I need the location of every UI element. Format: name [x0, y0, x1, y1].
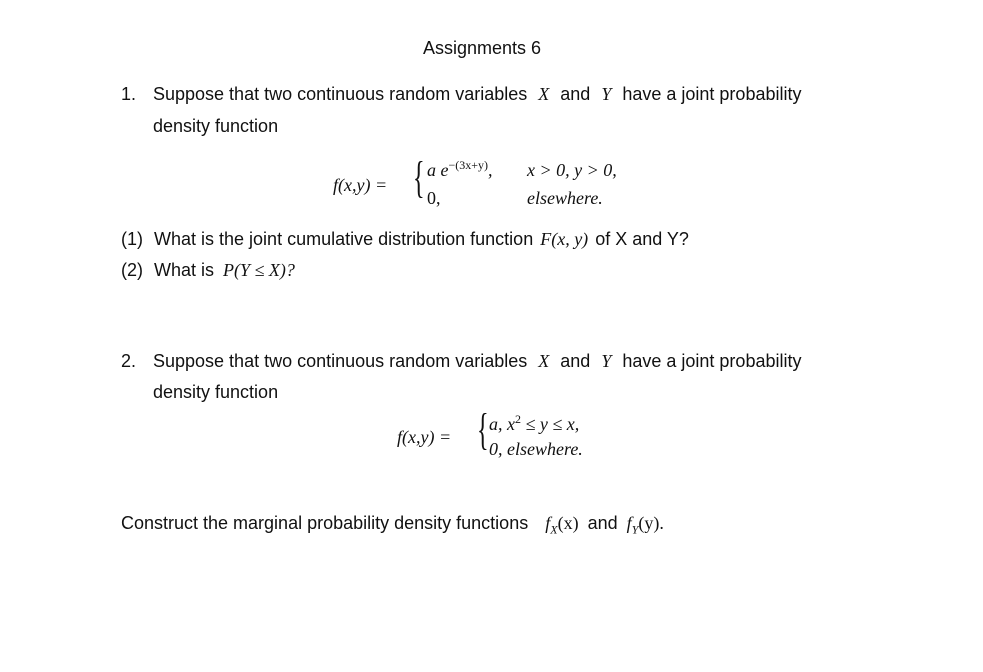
q1-number: 1. — [121, 84, 137, 104]
q1-case1-expr: a $e^{-(3x+y)}$, — [427, 158, 493, 180]
q2-text-b: have a joint probability — [622, 351, 802, 371]
q2-and: and — [587, 513, 618, 533]
q2-text-a: Suppose that two continuous random variables — [153, 351, 528, 371]
q1-part1-number: (1) — [121, 229, 143, 249]
q1-part2-number: (2) — [121, 260, 143, 280]
q2-case2: 0, elsewhere. — [489, 439, 583, 459]
q2-number: 2. — [121, 351, 137, 371]
q1-text-b: have a joint probability — [622, 84, 802, 104]
document-title: Assignments 6 — [423, 38, 542, 58]
q1-line1 — [153, 84, 801, 105]
q1-part2-math: P(Y ≤ X)? — [223, 260, 295, 280]
q1-and: and — [560, 84, 591, 104]
q2-construct-text: Construct the marginal probability density functions — [121, 513, 529, 533]
q1-var-y: Y — [601, 84, 612, 104]
q1-part2 — [121, 260, 295, 281]
q2-case1-exponent: 2 — [515, 412, 521, 426]
q2-function-lhs: f(x,y) = — [397, 427, 452, 447]
q1-case2-condition: elsewhere. — [527, 188, 603, 208]
q2-case1: a, $x^2 \le y \le x$, — [489, 412, 580, 434]
q1-part1-text-b: of X and Y? — [595, 229, 689, 249]
q2-marginal-fy: $f_Y(y)$. — [626, 513, 664, 537]
q1-case2-expr: 0, — [427, 188, 441, 208]
q2-var-x: X — [538, 351, 550, 371]
q1-part1-text-a: What is the joint cumulative distribution function — [154, 229, 534, 249]
q2-marginal-fx: $f_X(x)$ — [545, 513, 579, 537]
q2-construct-line — [121, 513, 664, 538]
q2-line1 — [153, 351, 801, 372]
q1-var-x: X — [538, 84, 550, 104]
q1-function-lhs: f(x,y) = — [333, 175, 388, 195]
q1-line2: density function — [153, 116, 279, 136]
q1-case1-exponent: −(3x+y) — [448, 158, 489, 172]
q1-part1-math: F(x, y) — [540, 229, 589, 249]
q1-part1 — [121, 229, 689, 250]
q2-and: and — [560, 351, 591, 371]
q2-left-brace: { — [477, 405, 489, 454]
q2-var-y: Y — [601, 351, 612, 371]
q1-case1-condition: x > 0, y > 0, — [527, 160, 617, 180]
q1-part2-text: What is — [154, 260, 215, 280]
q2-line2: density function — [153, 382, 279, 402]
q1-left-brace: { — [413, 153, 425, 202]
q1-text-a: Suppose that two continuous random variables — [153, 84, 528, 104]
